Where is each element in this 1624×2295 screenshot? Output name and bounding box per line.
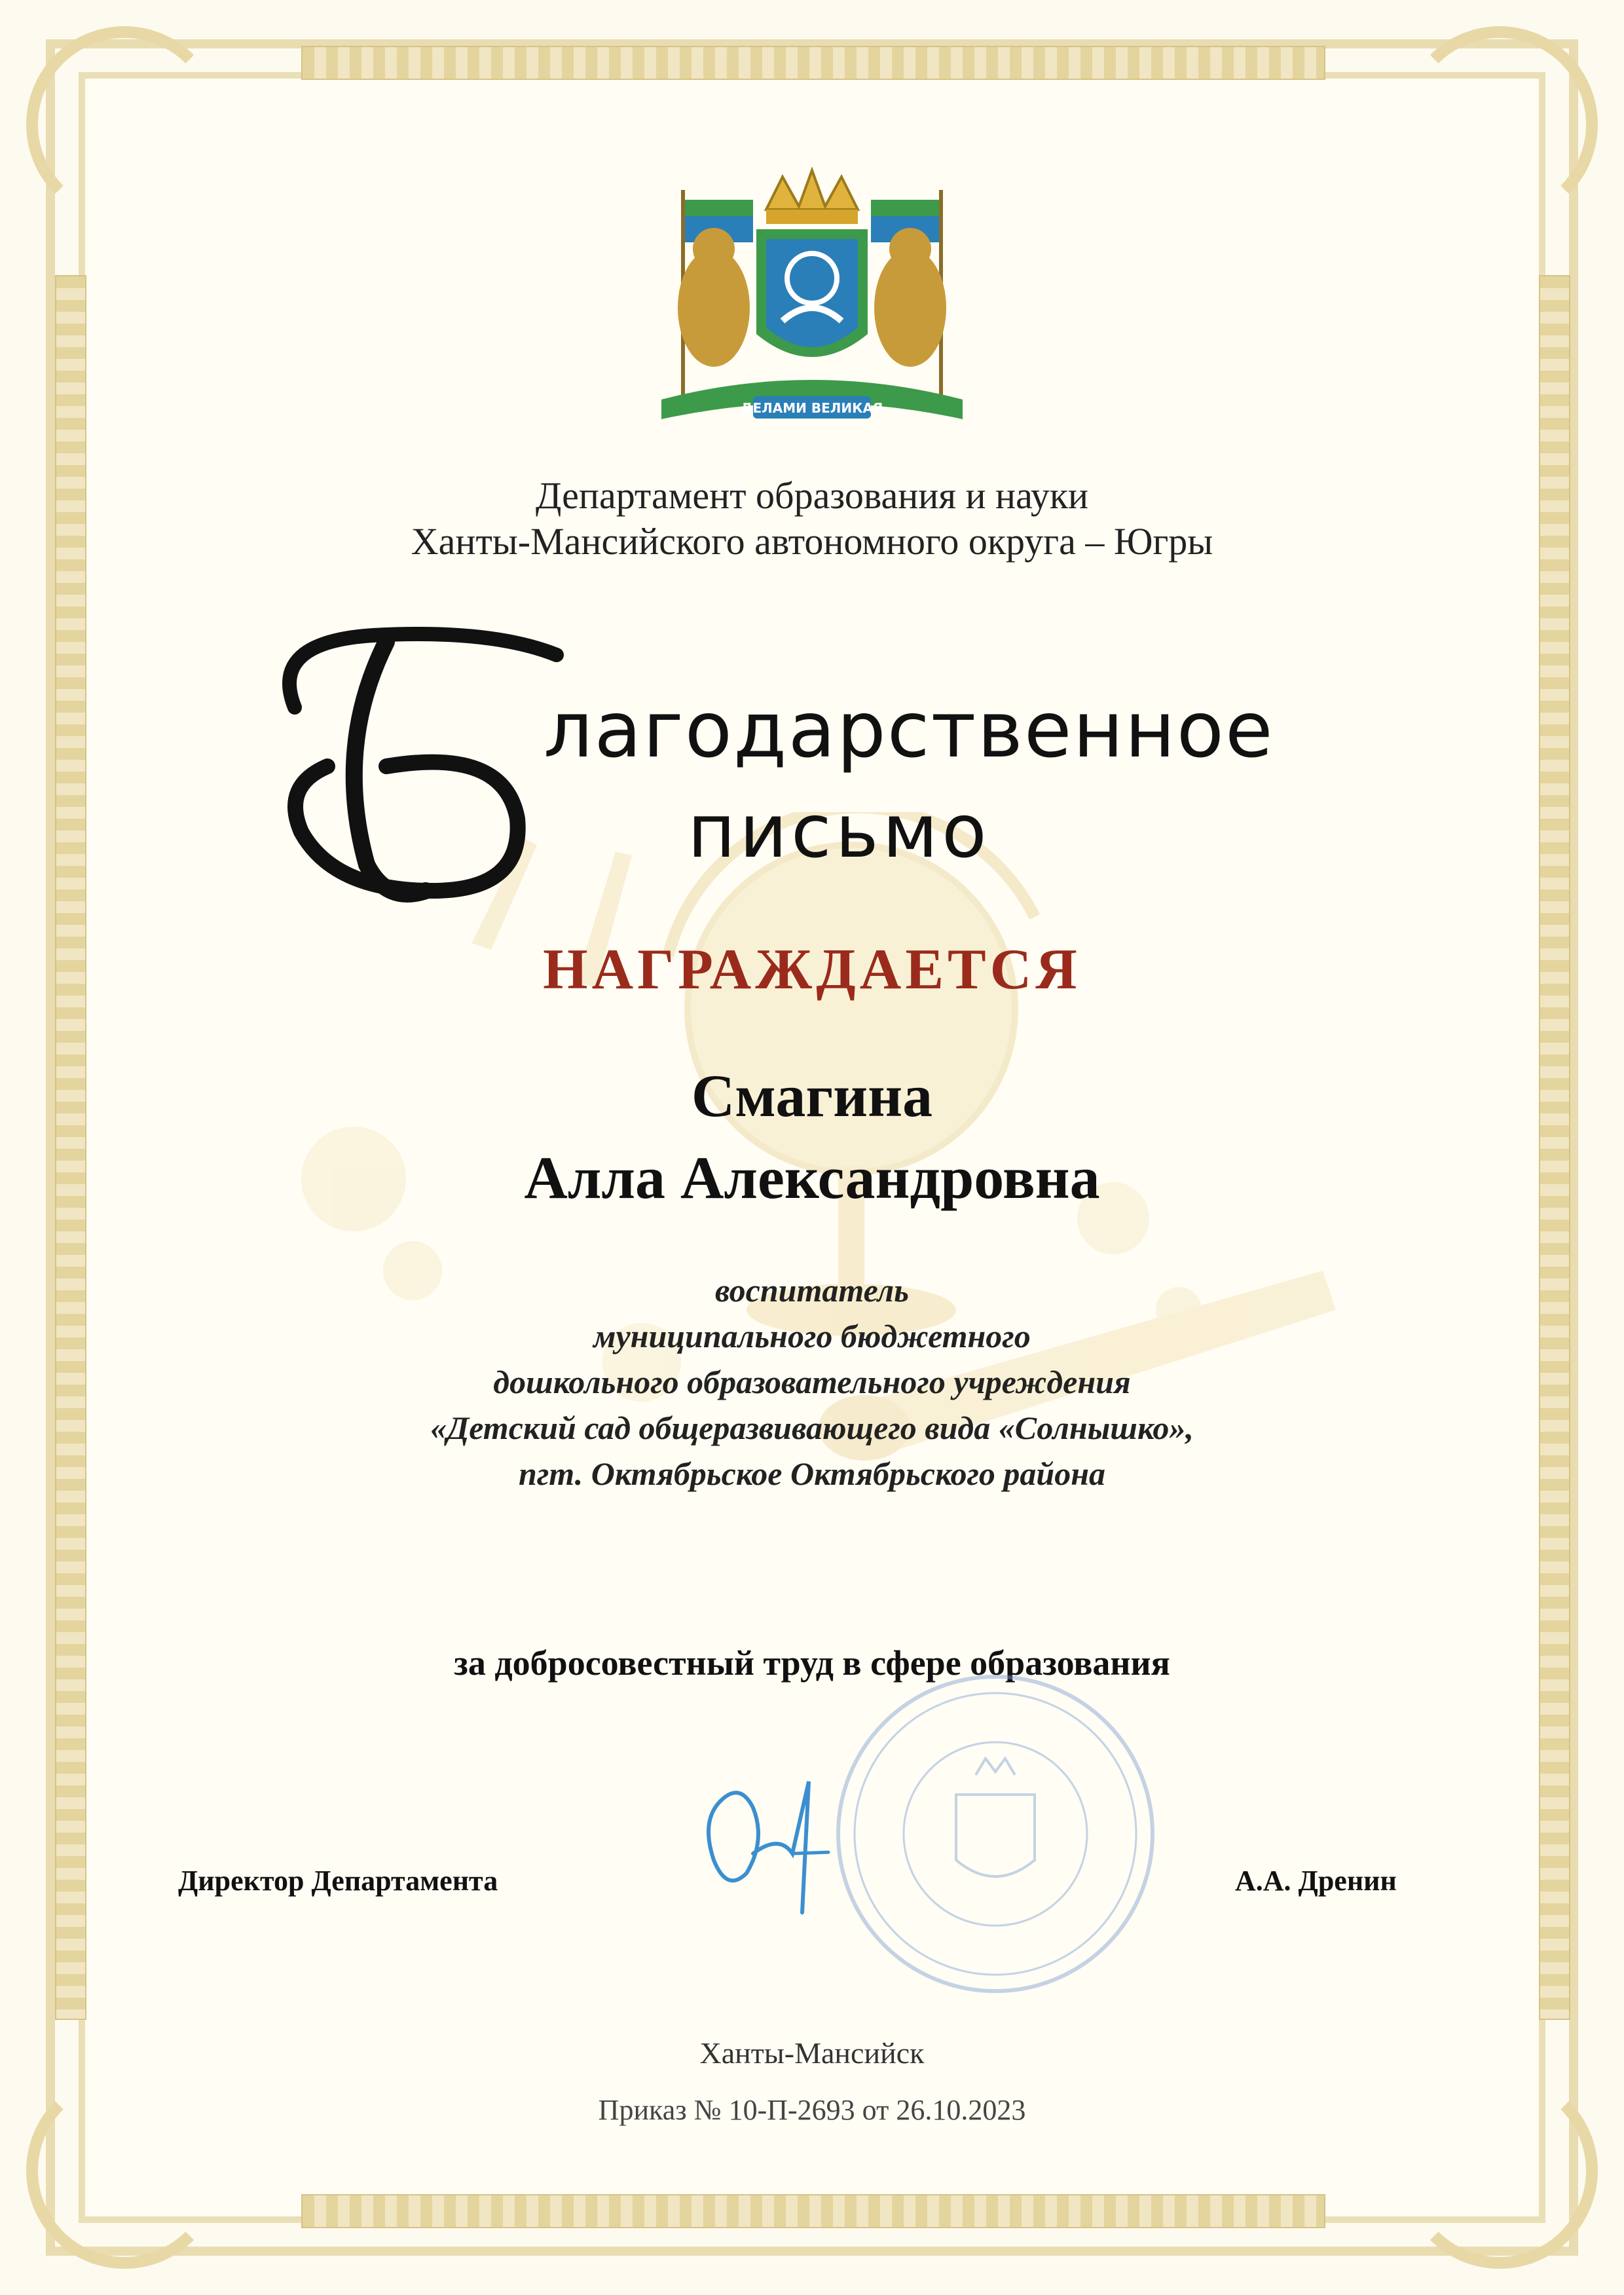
title-line-1: лагодарственное (544, 684, 1274, 775)
recipient-names: Алла Александровна (524, 1144, 1100, 1211)
position-line-4: «Детский сад общеразвивающего вида «Солнышко», (430, 1409, 1194, 1446)
position-line-2: муниципального бюджетного (593, 1318, 1031, 1354)
recipient-surname: Смагина (691, 1062, 933, 1129)
position-line-1: воспитатель (714, 1272, 910, 1309)
awarded-heading: НАГРАЖДАЕТСЯ (543, 938, 1081, 1001)
coat-of-arms-motto: ДЕЛАМИ ВЕЛИКАЯ (741, 400, 883, 416)
order-reference: Приказ № 10-П-2693 от 26.10.2023 (598, 2094, 1026, 2126)
title-line-2: письмо (688, 789, 991, 874)
signatory-name: А.А. Дренин (1235, 1865, 1397, 1897)
department-line-2: Ханты-Мансийского автономного округа – Югры (411, 520, 1213, 563)
signatory-title: Директор Департамента (178, 1865, 498, 1897)
coat-of-arms-icon (642, 164, 982, 439)
award-reason: за добросовестный труд в сфере образования (454, 1643, 1170, 1683)
bottom-ornament-band (301, 2194, 1325, 2228)
top-ornament-band (301, 46, 1325, 80)
corner-ornament (26, 26, 223, 223)
department-line-1: Департамент образования и науки (535, 474, 1089, 517)
signature-icon (694, 1742, 838, 1926)
issue-city: Ханты-Мансийск (699, 2036, 925, 2070)
recipient-position (0, 1267, 1624, 1497)
official-stamp-icon (825, 1664, 1166, 2004)
position-line-3: дошкольного образовательного учреждения (493, 1364, 1131, 1400)
position-line-5: пгт. Октябрьское Октябрьского района (519, 1455, 1105, 1492)
department-heading (0, 473, 1624, 565)
title-initial-letter (255, 616, 570, 917)
corner-ornament (1401, 26, 1598, 223)
